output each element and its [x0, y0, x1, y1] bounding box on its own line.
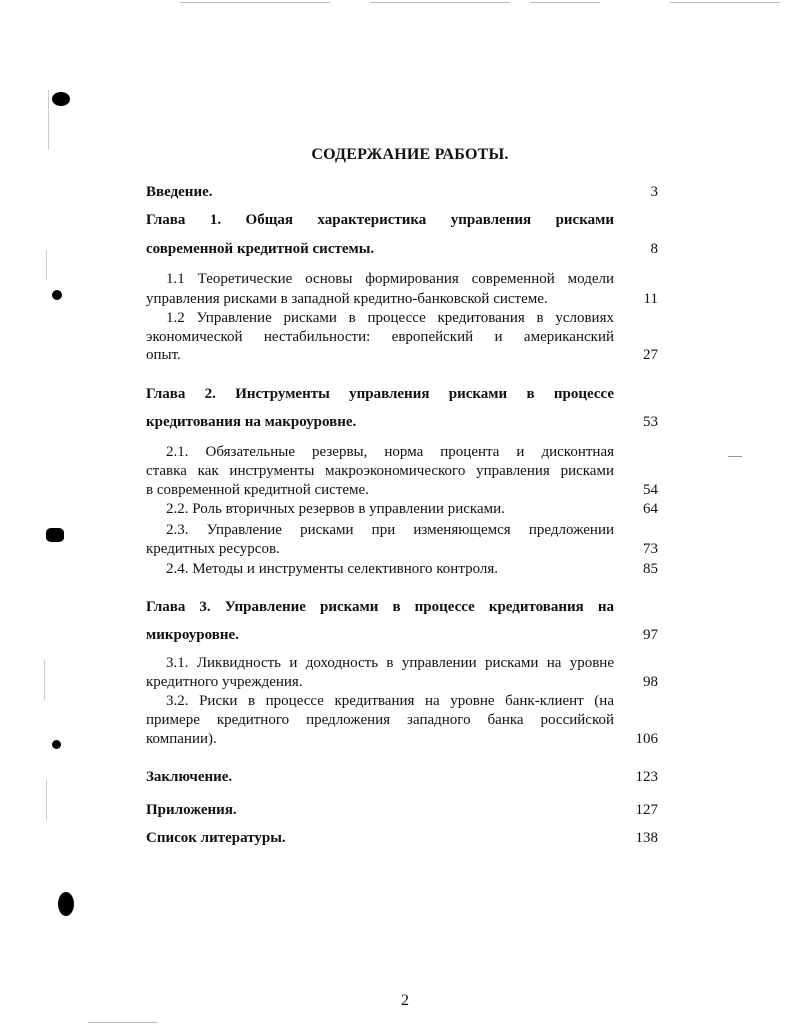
toc-section — [146, 327, 658, 347]
toc-entry-page: 106 — [635, 731, 658, 747]
punch-hole-mark — [58, 892, 74, 916]
toc-section — [146, 308, 658, 328]
toc-section — [146, 520, 658, 540]
toc-entry-page: 64 — [643, 501, 658, 517]
toc-section — [146, 442, 658, 462]
toc-entry-page: 138 — [635, 830, 658, 846]
scan-edge-line — [46, 250, 47, 280]
toc-entry-text: экономической нестабильности: европейский и американский — [146, 329, 614, 345]
toc-entry-text: в современной кредитной системе. — [146, 482, 369, 498]
toc-entry-text: компании). — [146, 731, 217, 747]
page-title: СОДЕРЖАНИЕ РАБОТЫ. — [311, 146, 509, 163]
scan-edge-line — [180, 2, 330, 3]
toc-entry-text: 1.2 Управление рисками в процессе кредитования в условиях — [166, 310, 614, 326]
toc-section — [146, 269, 658, 289]
toc-entry-page: 3 — [650, 184, 658, 200]
toc-entry-text: Глава 3. Управление рисками в процессе кредитования на — [146, 599, 614, 615]
toc-entry-text: кредитования на макроуровне. — [146, 414, 357, 430]
toc-entry-text: Глава 2. Инструменты управления рисками в процессе — [146, 386, 614, 402]
toc-entry-page: 11 — [643, 291, 658, 307]
punch-hole-mark — [52, 92, 70, 106]
toc-entry-text: 2.4. Методы и инструменты селективного контроля. — [166, 561, 499, 577]
toc-entry-text: ставка как инструменты макроэкономического управления рисками — [146, 463, 614, 479]
toc-section — [146, 345, 658, 365]
toc-entry — [146, 182, 658, 202]
toc-entry-text: 3.2. Риски в процессе кредитвания на уровне банк-клиент (на — [166, 693, 614, 709]
toc-entry-text: кредитных ресурсов. — [146, 541, 280, 557]
toc-entry-text: 3.1. Ликвидность и доходность в управлении рисками на уровне — [166, 655, 614, 671]
toc-entry-text: кредитного учреждения. — [146, 674, 303, 690]
toc-entry-text: Введение. — [146, 184, 213, 200]
punch-hole-mark — [52, 290, 62, 300]
toc-section — [146, 710, 658, 730]
scan-edge-line — [48, 90, 49, 150]
toc-entry — [146, 239, 658, 259]
toc-section — [146, 461, 658, 481]
toc-entry-page: 54 — [643, 482, 658, 498]
toc-entry-text: опыт. — [146, 347, 181, 363]
toc-entry-text: Заключение. — [146, 769, 233, 785]
scan-edge-line — [530, 2, 600, 3]
toc-entry — [146, 625, 658, 645]
toc-section — [146, 559, 658, 579]
punch-hole-mark — [46, 528, 64, 542]
toc-entry-text: Глава 1. Общая характеристика управления рисками — [146, 212, 614, 228]
toc-section — [146, 672, 658, 692]
toc-entry — [146, 412, 658, 432]
toc-entry-page: 98 — [643, 674, 658, 690]
toc-entry-text: управления рисками в западной кредитно-банковской системе. — [146, 291, 548, 307]
scan-edge-line — [370, 2, 510, 3]
toc-entry — [146, 828, 658, 848]
toc-section — [146, 539, 658, 559]
toc-entry-text: примере кредитного предложения западного банка российской — [146, 712, 614, 728]
toc-section — [146, 499, 658, 519]
toc-entry-text: микроуровне. — [146, 627, 239, 643]
page-number: 2 — [401, 992, 409, 1009]
scan-edge-line — [44, 660, 45, 700]
toc-entry-text: 2.3. Управление рисками при изменяющемся предложении — [166, 522, 614, 538]
toc-entry-text: Приложения. — [146, 802, 237, 818]
toc-entry-page: 97 — [643, 627, 658, 643]
toc-chapter-heading — [146, 210, 658, 230]
toc-entry-text: 2.1. Обязательные резервы, норма процента и дисконтная — [166, 444, 614, 460]
toc-entry-page: 8 — [650, 241, 658, 257]
toc-entry-text: 1.1 Теоретические основы формирования современной модели — [166, 271, 614, 287]
toc-section — [146, 729, 658, 749]
toc-entry-page: 53 — [643, 414, 658, 430]
scan-edge-line — [46, 780, 47, 820]
toc-section — [146, 691, 658, 711]
punch-hole-mark — [52, 740, 61, 749]
toc-entry-page: 85 — [643, 561, 658, 577]
toc-entry-page: 127 — [635, 802, 658, 818]
toc-entry-page: 123 — [635, 769, 658, 785]
toc-entry-text: современной кредитной системы. — [146, 241, 375, 257]
toc-entry-page: 27 — [643, 347, 658, 363]
scan-edge-line — [670, 2, 780, 3]
toc-entry — [146, 767, 658, 787]
toc-entry-text: 2.2. Роль вторичных резервов в управлении рисками. — [166, 501, 505, 517]
toc-entry — [146, 800, 658, 820]
scan-edge-line — [88, 1022, 158, 1023]
toc-entry-text: Список литературы. — [146, 830, 286, 846]
scan-edge-line — [728, 456, 742, 457]
toc-section — [146, 653, 658, 673]
toc-chapter-heading — [146, 384, 658, 404]
toc-chapter-heading — [146, 597, 658, 617]
toc-section — [146, 480, 658, 500]
toc-entry-page: 73 — [643, 541, 658, 557]
toc-section — [146, 289, 658, 309]
